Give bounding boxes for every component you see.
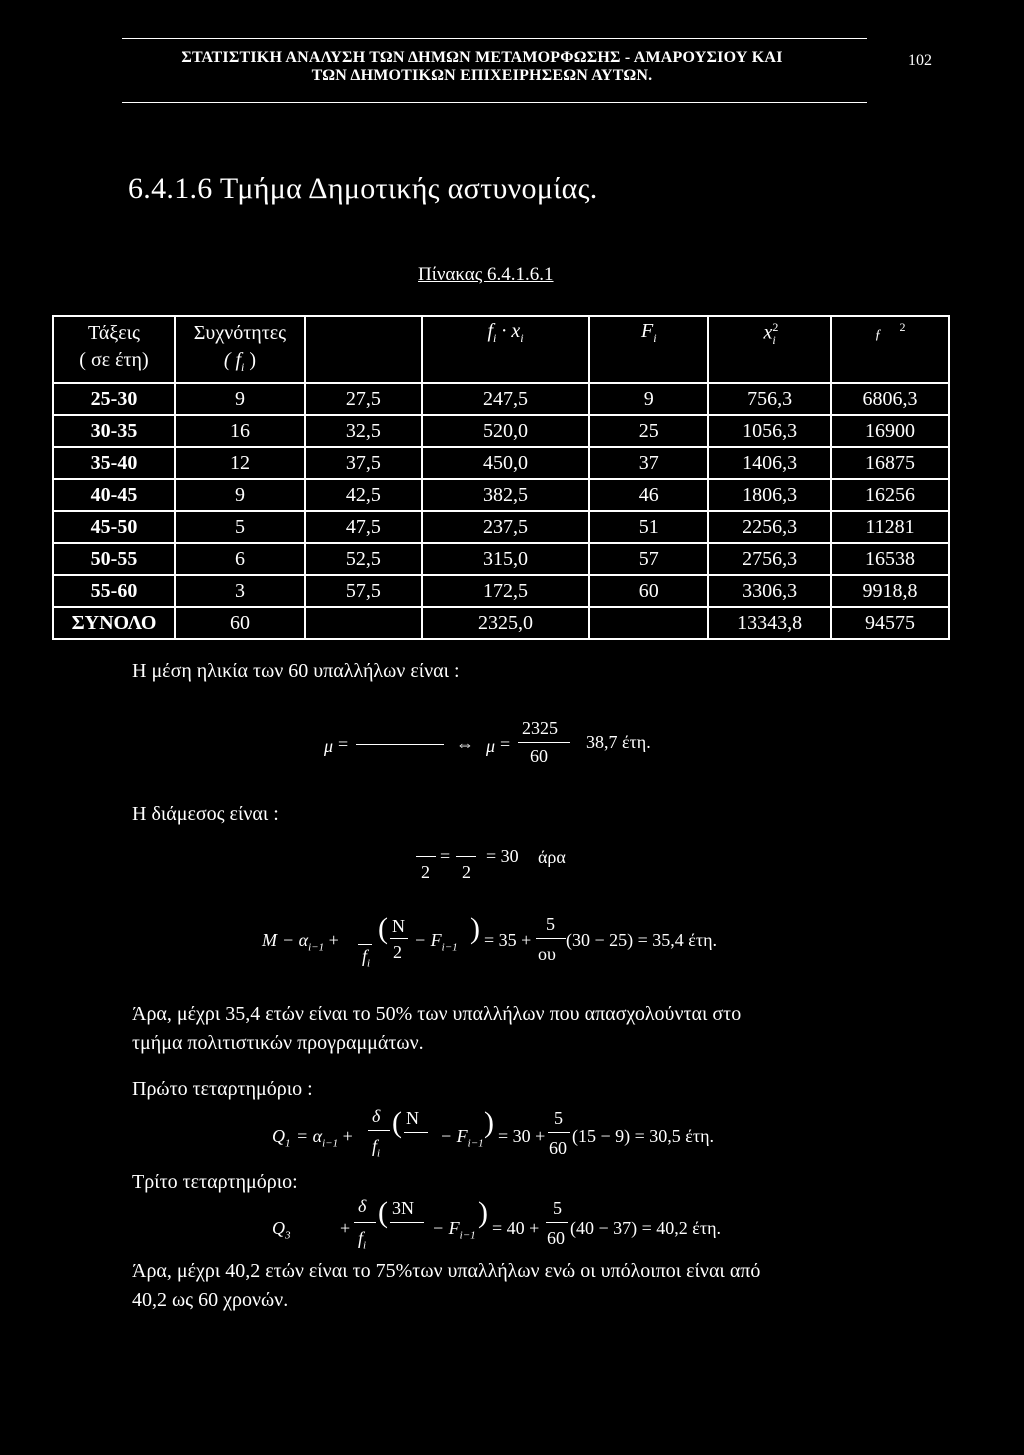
cell-x-squared: 1056,3 — [708, 415, 831, 447]
cell-fx: 382,5 — [422, 479, 589, 511]
median-conclusion-line1: Άρα, μέχρι 35,4 ετών είναι το 50% των υπαλλήλων που απασχολούνται στο — [132, 1003, 742, 1025]
q3-3N: 3N — [392, 1198, 414, 1218]
cell-midpoint: 57,5 — [305, 575, 422, 607]
q1-N-bar — [404, 1132, 428, 1133]
median-two: 2 — [393, 942, 402, 962]
cell-midpoint: 32,5 — [305, 415, 422, 447]
table-row — [53, 415, 949, 447]
q3-plus: + — [340, 1218, 351, 1238]
q1-frac-bar — [548, 1132, 570, 1133]
mean-intro: Η μέση ηλικία των 60 υπαλλήλων είναι : — [132, 660, 460, 682]
cell-x-squared: 756,3 — [708, 383, 831, 415]
cell-cumulative: 51 — [589, 511, 708, 543]
q1-rhs1: = 30 + — [498, 1126, 546, 1146]
cell-fx-squared: 16256 — [831, 479, 949, 511]
running-header-line2: ΤΩΝ ΔΗΜΟΤΙΚΩΝ ΕΠΙΧΕΙΡΗΣΕΩΝ ΑΥΤΩΝ. — [311, 67, 653, 84]
half-denominator-2: 2 — [462, 862, 471, 882]
cell-fx-squared: 6806,3 — [831, 383, 949, 415]
cell-frequency: 3 — [175, 575, 305, 607]
table-row — [53, 383, 949, 415]
iff-symbol: ⇔ — [456, 734, 474, 754]
cell-frequency: 9 — [175, 479, 305, 511]
ara-word: άρα — [538, 847, 566, 867]
cell-fx: 315,0 — [422, 543, 589, 575]
mean-numerator: 2325 — [522, 718, 558, 738]
final-conclusion-line1: Άρα, μέχρι 40,2 ετών είναι το 75%των υπαλλήλων ενώ οι υπόλοιποι είναι από — [132, 1260, 761, 1282]
cell-class: 35-40 — [53, 447, 175, 479]
median-rhs1: = 35 + — [484, 930, 532, 950]
header-midpoint — [305, 316, 422, 383]
cell-frequency: 9 — [175, 383, 305, 415]
total-fx: 2325,0 — [422, 607, 589, 639]
half-bar-1 — [416, 856, 436, 857]
q3-N-bar — [390, 1222, 424, 1223]
mean-fraction-bar — [518, 742, 570, 743]
median-frac-bar — [536, 938, 566, 939]
header-frequencies: Συχνότητες ( $f_i$ ) — [175, 316, 305, 383]
q1-num: 5 — [554, 1108, 563, 1128]
cell-cumulative: 37 — [589, 447, 708, 479]
cell-fx: 450,0 — [422, 447, 589, 479]
q3-rhs1: = 40 + — [492, 1218, 540, 1238]
cell-fx-squared: 16900 — [831, 415, 949, 447]
mean-denominator: 60 — [530, 746, 548, 766]
cell-fx: 247,5 — [422, 383, 589, 415]
q1-label: Πρώτο τεταρτημόριο : — [132, 1078, 313, 1100]
header-x-squared: $x^2_i$ — [708, 316, 831, 383]
median-frac-num: 5 — [546, 914, 555, 934]
cell-class: 45-50 — [53, 511, 175, 543]
cell-class: 50-55 — [53, 543, 175, 575]
q3-num: 5 — [553, 1198, 562, 1218]
cell-cumulative: 25 — [589, 415, 708, 447]
q1-result: (15 − 9) = 30,5 έτη. — [572, 1126, 714, 1146]
median-M: M — [262, 930, 277, 950]
cell-fx-squared: 16538 — [831, 543, 949, 575]
paren-close: ) — [470, 912, 480, 945]
q3-result: (40 − 37) = 40,2 έτη. — [570, 1218, 721, 1238]
cell-cumulative: 46 — [589, 479, 708, 511]
median-intro: Η διάμεσος είναι : — [132, 803, 279, 825]
q3-den: 60 — [547, 1228, 565, 1248]
total-cumulative — [589, 607, 708, 639]
cell-class: 30-35 — [53, 415, 175, 447]
total-label: ΣΥΝΟΛΟ — [53, 607, 175, 639]
table-total-row — [53, 607, 949, 639]
q3-frac-bar — [546, 1222, 568, 1223]
median-frac-den: ου — [538, 944, 556, 964]
cell-x-squared: 3306,3 — [708, 575, 831, 607]
cell-cumulative: 9 — [589, 383, 708, 415]
total-frequency: 60 — [175, 607, 305, 639]
median-delta-bar — [358, 944, 372, 945]
cell-class: 25-30 — [53, 383, 175, 415]
cell-x-squared: 2756,3 — [708, 543, 831, 575]
header-fx: $f_i \cdot x_i$ — [422, 316, 589, 383]
cell-frequency: 6 — [175, 543, 305, 575]
frequency-table — [52, 315, 950, 640]
cell-midpoint: 47,5 — [305, 511, 422, 543]
header-fx-squared: $ƒ^2$ — [831, 316, 949, 383]
q3-delta-bar — [354, 1222, 376, 1223]
cell-frequency: 5 — [175, 511, 305, 543]
half-bar-2 — [456, 856, 476, 857]
half-denominator-1: 2 — [421, 862, 430, 882]
page-number: 102 — [908, 52, 932, 69]
cell-x-squared: 1406,3 — [708, 447, 831, 479]
q1-delta: δ — [372, 1106, 381, 1126]
half-result: = 30 — [486, 846, 519, 866]
cell-x-squared: 2256,3 — [708, 511, 831, 543]
paren-open: ( — [378, 912, 388, 945]
header-classes: Τάξεις ( σε έτη) — [53, 316, 175, 383]
cell-class: 55-60 — [53, 575, 175, 607]
final-conclusion-line2: 40,2 ως 60 χρονών. — [132, 1289, 289, 1311]
table-row — [53, 543, 949, 575]
cell-fx: 520,0 — [422, 415, 589, 447]
median-conclusion-line2: τμήμα πολιτιστικών προγραμμάτων. — [132, 1032, 424, 1054]
mu-symbol: μ — [324, 736, 334, 756]
table-row — [53, 575, 949, 607]
cell-class: 40-45 — [53, 479, 175, 511]
mean-result: 38,7 έτη. — [586, 732, 651, 752]
cell-fx: 237,5 — [422, 511, 589, 543]
header-bottom-rule — [122, 102, 867, 103]
cell-frequency: 12 — [175, 447, 305, 479]
table-body — [53, 383, 949, 607]
mean-eq-2: = — [500, 734, 511, 754]
section-heading: 6.4.1.6 Τμήμα Δημοτικής αστυνομίας. — [128, 172, 598, 205]
q1-delta-bar — [368, 1130, 390, 1131]
cell-fx: 172,5 — [422, 575, 589, 607]
cell-fx-squared: 11281 — [831, 511, 949, 543]
mu-symbol-2: μ — [486, 736, 496, 756]
q3-label: Τρίτο τεταρτημόριο: — [132, 1171, 298, 1193]
mean-empty-fraction-bar — [356, 744, 444, 745]
table-header-row — [53, 316, 949, 383]
table-row — [53, 479, 949, 511]
cell-midpoint: 27,5 — [305, 383, 422, 415]
cell-midpoint: 52,5 — [305, 543, 422, 575]
median-N-bar — [390, 938, 408, 939]
q1-N: N — [406, 1108, 419, 1128]
header-top-rule — [122, 38, 867, 39]
header-cumulative: $F_i$ — [589, 316, 708, 383]
median-result: (30 − 25) = 35,4 έτη. — [566, 930, 717, 950]
median-N: N — [392, 916, 405, 936]
cell-x-squared: 1806,3 — [708, 479, 831, 511]
table-caption: Πίνακας 6.4.1.6.1 — [418, 264, 554, 285]
table-row — [53, 511, 949, 543]
cell-midpoint: 42,5 — [305, 479, 422, 511]
running-header — [132, 49, 832, 85]
half-eq: = — [440, 846, 451, 866]
running-header-line1: ΣΤΑΤΙΣΤΙΚΗ ΑΝΑΛΥΣΗ ΤΩΝ ΔΗΜΩΝ ΜΕΤΑΜΟΡΦΩΣΗΣ - ΑΜΑΡΟΥΣΙΟΥ ΚΑΙ — [181, 49, 783, 66]
q1-den: 60 — [549, 1138, 567, 1158]
cell-cumulative: 57 — [589, 543, 708, 575]
cell-cumulative: 60 — [589, 575, 708, 607]
cell-fx-squared: 9918,8 — [831, 575, 949, 607]
cell-midpoint: 37,5 — [305, 447, 422, 479]
total-midpoint — [305, 607, 422, 639]
total-fx-squared: 94575 — [831, 607, 949, 639]
cell-frequency: 16 — [175, 415, 305, 447]
cell-fx-squared: 16875 — [831, 447, 949, 479]
q3-delta: δ — [358, 1196, 367, 1216]
total-x-squared: 13343,8 — [708, 607, 831, 639]
mean-eq: = — [338, 734, 349, 754]
table-row — [53, 447, 949, 479]
